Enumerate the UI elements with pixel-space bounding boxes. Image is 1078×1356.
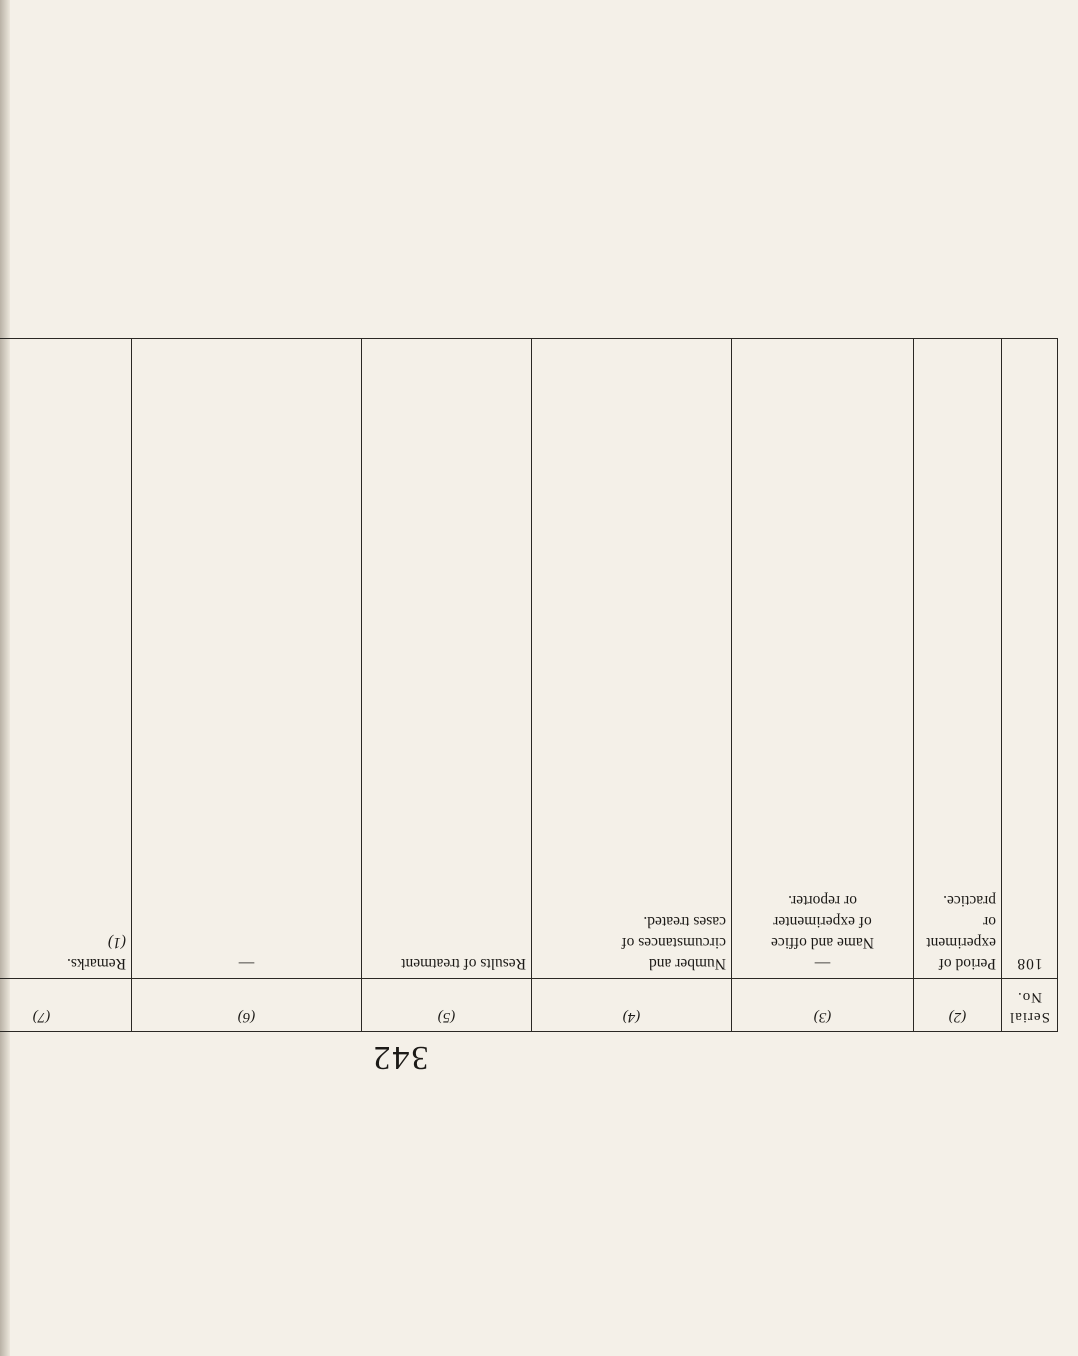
col7-cell: Remarks. (1) [0,339,132,979]
header-col2: (2) [914,979,1002,1032]
serial-number: 108 [1016,955,1043,972]
col3-cell: — Name and office of experimenter or reporter. [732,339,914,979]
header-col3: (3) [732,979,914,1032]
header-col7: (7) [0,979,132,1032]
table-row [0,339,1058,979]
header-col6: (6) [132,979,362,1032]
table-header-row [0,979,1058,1032]
col2-cell: Period of experiment or practice. [914,339,1002,979]
page-number: 342 [371,1039,429,1076]
serial-cell [1002,339,1058,979]
header-col5: (5) [362,979,532,1032]
rotated-page-content [0,278,1078,1078]
col4-cell: Number and circumstances of cases treated. [532,339,732,979]
col6-cell: — [132,339,362,979]
header-col4: (4) [532,979,732,1032]
col5-cell: Results of treatment [362,339,532,979]
header-serial: Serial No. [1002,979,1058,1032]
report-table [0,338,1058,1032]
